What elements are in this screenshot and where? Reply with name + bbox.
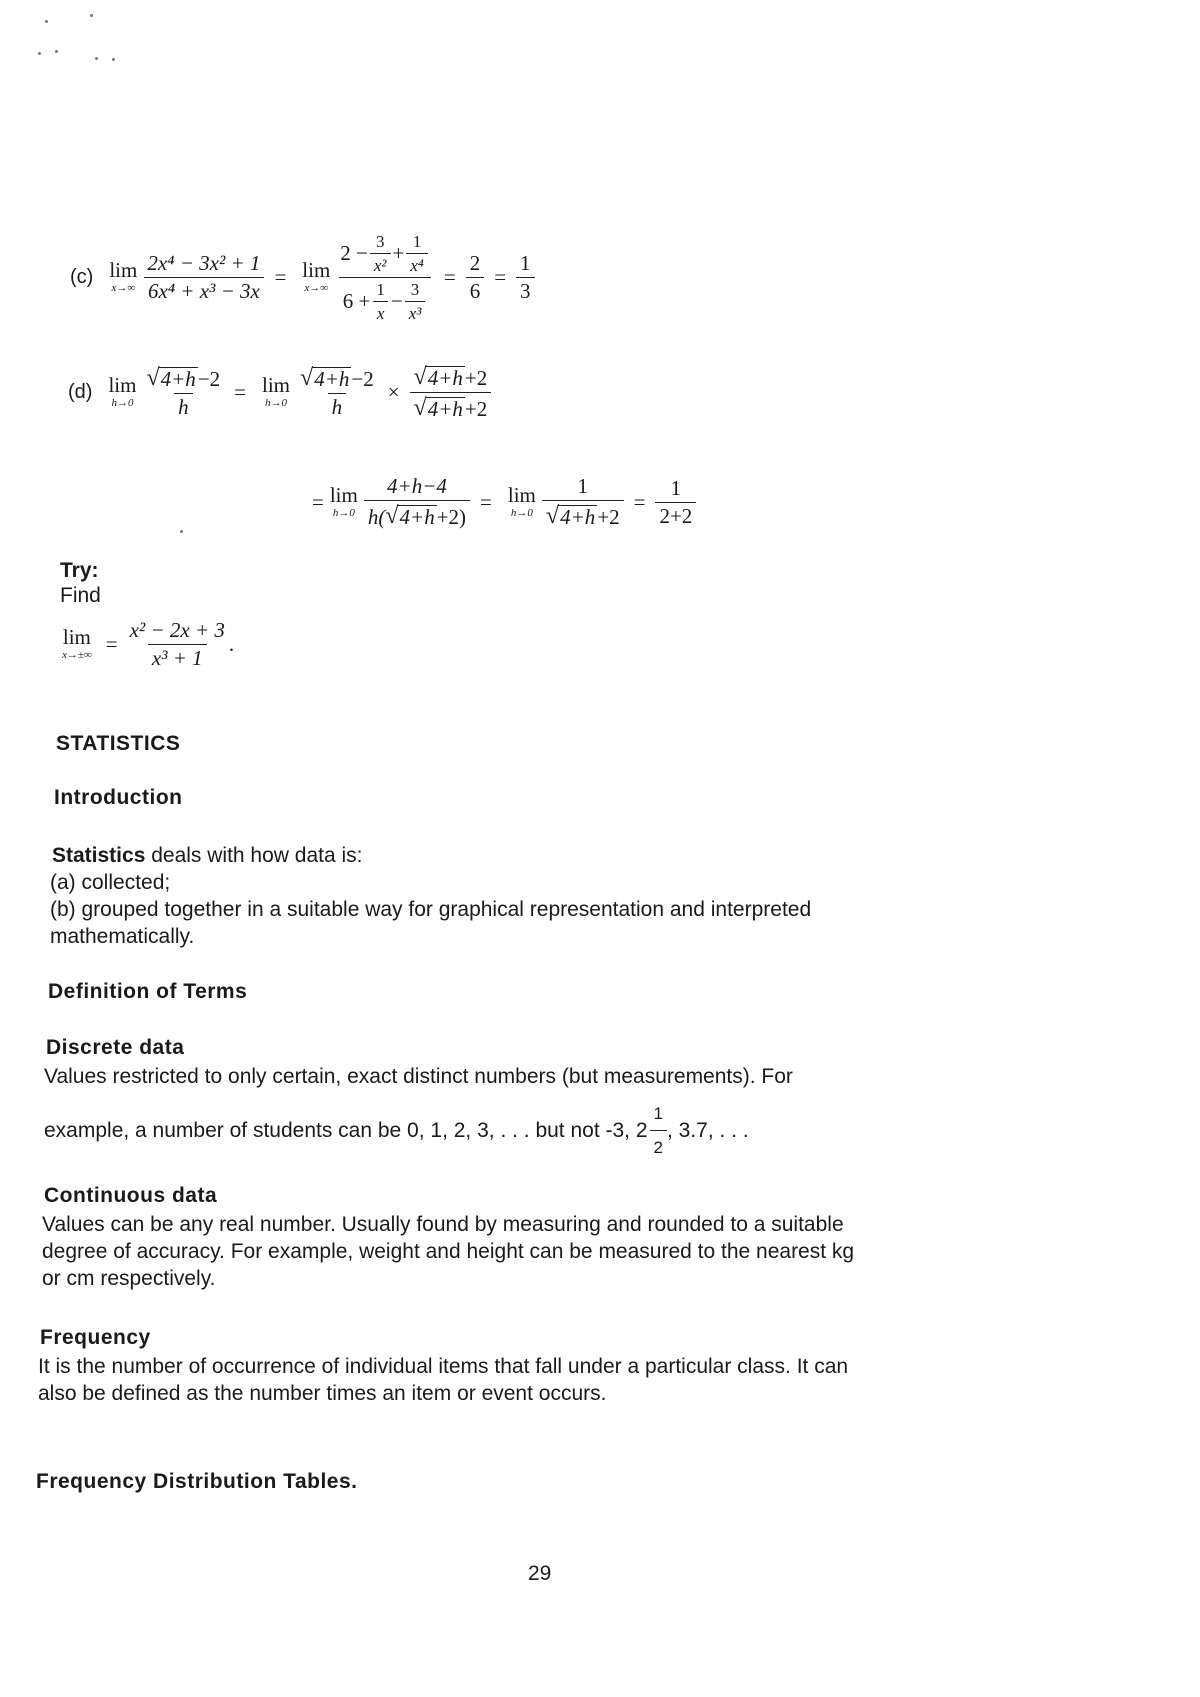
fraction-conjugate xyxy=(410,365,492,420)
denominator: h xyxy=(174,393,193,418)
equals-sign: = xyxy=(494,264,507,289)
statistics-definition xyxy=(52,842,363,869)
sentence: deals with how data is: xyxy=(145,844,363,867)
small-fraction xyxy=(405,281,426,322)
list-item-b: (b) grouped together in a suitable way for graphical representation and interpreted xyxy=(50,898,812,921)
equals-sign: = xyxy=(312,489,324,514)
lim-text: lim xyxy=(507,483,536,507)
equals-sign: = xyxy=(443,264,456,289)
term: − xyxy=(390,288,403,313)
fraction-try xyxy=(126,617,229,670)
limit-operator xyxy=(109,260,137,294)
term-discrete-data: Discrete data xyxy=(46,1036,185,1059)
continuous-data-line-1: Values can be any real number. Usually found by measuring and rounded to a suitable xyxy=(42,1213,844,1236)
math-line-d1 xyxy=(68,352,491,432)
denominator: x⁴ xyxy=(406,253,427,274)
term: h( xyxy=(367,505,386,529)
term: −2 xyxy=(351,367,374,391)
numerator: 4+h−4 xyxy=(387,474,447,498)
term: +2 xyxy=(464,396,488,421)
term: 2 − xyxy=(340,240,368,265)
continuous-data-line-3: or cm respectively. xyxy=(42,1267,216,1290)
lim-text: lim xyxy=(108,373,137,397)
period: . xyxy=(228,631,235,656)
fraction-d-original xyxy=(142,366,224,418)
lim-subscript: x→±∞ xyxy=(62,649,92,661)
lim-text: lim xyxy=(109,258,138,282)
limit-operator xyxy=(508,485,536,519)
lim-subscript: h→0 xyxy=(111,397,134,409)
numerator xyxy=(142,366,224,393)
sentence: , 3.7, . . . xyxy=(667,1119,749,1142)
lim-subscript: h→0 xyxy=(265,397,287,409)
continuous-data-line-2: degree of accuracy. For example, weight and height can be measured to the nearest kg xyxy=(42,1240,855,1263)
fraction-one-third xyxy=(516,250,535,303)
math-line-d2 xyxy=(312,462,696,542)
denominator: x³ + 1 xyxy=(148,644,207,669)
term: +2) xyxy=(436,505,467,529)
list-item-b-continued: mathematically. xyxy=(50,925,195,948)
term: + xyxy=(392,240,405,265)
part-c-label: (c) xyxy=(70,266,94,288)
numerator: 2x⁴ − 3x² + 1 xyxy=(147,250,261,275)
fraction-d-repeat xyxy=(296,366,378,418)
limit-operator xyxy=(330,485,358,519)
lim-text: lim xyxy=(62,625,91,649)
radicand: 4+h xyxy=(314,367,350,391)
limit-operator xyxy=(62,627,92,661)
term-frequency: Frequency xyxy=(40,1326,151,1349)
denominator: x xyxy=(373,301,389,322)
fraction-two-sixths xyxy=(466,250,485,303)
page-number: 29 xyxy=(528,1562,552,1585)
fraction-c-divided xyxy=(336,233,434,322)
times-sign: × xyxy=(387,379,400,404)
fraction-reciprocal xyxy=(542,476,624,528)
equals-sign: = xyxy=(480,489,492,514)
numerator: 3 xyxy=(410,279,420,299)
denominator: x³ xyxy=(405,301,426,322)
denominator: x² xyxy=(370,253,391,274)
radicand: 4+h xyxy=(427,365,463,390)
numerator xyxy=(410,365,492,392)
radicand: 4+h xyxy=(160,367,196,391)
small-fraction xyxy=(370,233,391,274)
sentence: example, a number of students can be 0, 1, 2, 3, . . . but not -3, 2 xyxy=(44,1119,648,1142)
small-fraction xyxy=(372,281,389,322)
numerator: x² − 2x + 3 xyxy=(129,617,225,642)
section-title-statistics: STATISTICS xyxy=(56,732,181,755)
lim-text: lim xyxy=(302,258,331,282)
square-root: √ 4+h xyxy=(300,365,350,391)
scan-speck xyxy=(90,14,93,17)
frequency-line-2: also be defined as the number times an item or event occurs. xyxy=(38,1382,607,1405)
denominator xyxy=(364,500,470,528)
subheading-definition-of-terms: Definition of Terms xyxy=(48,980,248,1003)
numerator: 1 xyxy=(520,250,531,275)
term: +2 xyxy=(597,505,620,529)
radicand: 4+h xyxy=(427,396,463,421)
frequency-line-1: It is the number of occurrence of individual items that fall under a particular class. It can xyxy=(38,1355,849,1378)
discrete-data-line-1: Values restricted to only certain, exact distinct numbers (but measurements). For xyxy=(44,1065,793,1088)
equals-sign: = xyxy=(234,379,246,404)
math-try xyxy=(62,614,234,674)
scan-speck xyxy=(180,530,183,533)
term: 6 + xyxy=(342,288,371,313)
lim-text: lim xyxy=(329,483,358,507)
denominator xyxy=(410,392,492,420)
limit-operator xyxy=(108,375,136,409)
denominator: h xyxy=(328,393,347,418)
small-fraction xyxy=(406,233,427,274)
scan-speck xyxy=(95,57,98,60)
numerator: 1 xyxy=(577,474,588,498)
numerator: 1 xyxy=(412,231,422,251)
lim-subscript: x→∞ xyxy=(111,282,136,294)
compound-denominator xyxy=(339,277,432,322)
scan-speck xyxy=(112,58,115,61)
radicand: 4+h xyxy=(399,505,435,529)
fraction-c-original xyxy=(143,250,264,303)
square-root: √ 4+h xyxy=(545,503,596,529)
part-d-label: (d) xyxy=(68,381,93,403)
equals-sign: = xyxy=(633,489,646,514)
numerator: 2 xyxy=(469,250,481,275)
limit-operator xyxy=(262,375,290,409)
bold-term: Statistics xyxy=(52,844,146,867)
square-root: √ 4+h xyxy=(413,363,463,390)
find-label: Find xyxy=(60,584,101,607)
lim-subscript: h→0 xyxy=(332,507,355,519)
scan-speck xyxy=(45,20,48,23)
math-line-c xyxy=(70,212,535,342)
fraction-result xyxy=(655,475,696,528)
fraction-one-half xyxy=(650,1100,667,1161)
lim-text: lim xyxy=(262,373,291,397)
numerator: 1 xyxy=(670,475,682,500)
equals-sign: = xyxy=(105,631,118,656)
denominator: 3 xyxy=(516,277,535,302)
fraction-simplified xyxy=(364,476,470,528)
radicand: 4+h xyxy=(560,505,596,529)
term: +2 xyxy=(464,365,488,390)
denominator: 2 xyxy=(650,1130,667,1161)
denominator xyxy=(542,500,624,528)
square-root: √ 4+h xyxy=(385,503,435,529)
compound-numerator xyxy=(336,233,434,277)
numerator: 1 xyxy=(376,279,385,299)
numerator: 1 xyxy=(653,1104,663,1123)
subheading-introduction: Introduction xyxy=(54,786,183,809)
square-root: √ 4+h xyxy=(146,365,196,391)
lim-subscript: x→∞ xyxy=(304,282,329,294)
limit-operator xyxy=(302,260,330,294)
numerator: 3 xyxy=(375,231,385,251)
scan-speck xyxy=(38,52,41,55)
square-root: √ 4+h xyxy=(413,394,463,421)
equals-sign: = xyxy=(274,264,287,289)
term: −2 xyxy=(197,367,221,391)
list-item-a: (a) collected; xyxy=(50,871,171,894)
discrete-data-line-2 xyxy=(44,1100,749,1161)
lim-subscript: h→0 xyxy=(510,507,533,519)
denominator: 6x⁴ + x³ − 3x xyxy=(144,277,264,302)
subheading-frequency-distribution-tables: Frequency Distribution Tables. xyxy=(36,1470,358,1493)
denominator: 2+2 xyxy=(655,502,696,527)
try-label: Try: xyxy=(60,559,99,582)
scan-speck xyxy=(55,50,58,53)
numerator xyxy=(296,366,378,393)
denominator: 6 xyxy=(466,277,485,302)
term-continuous-data: Continuous data xyxy=(44,1184,218,1207)
